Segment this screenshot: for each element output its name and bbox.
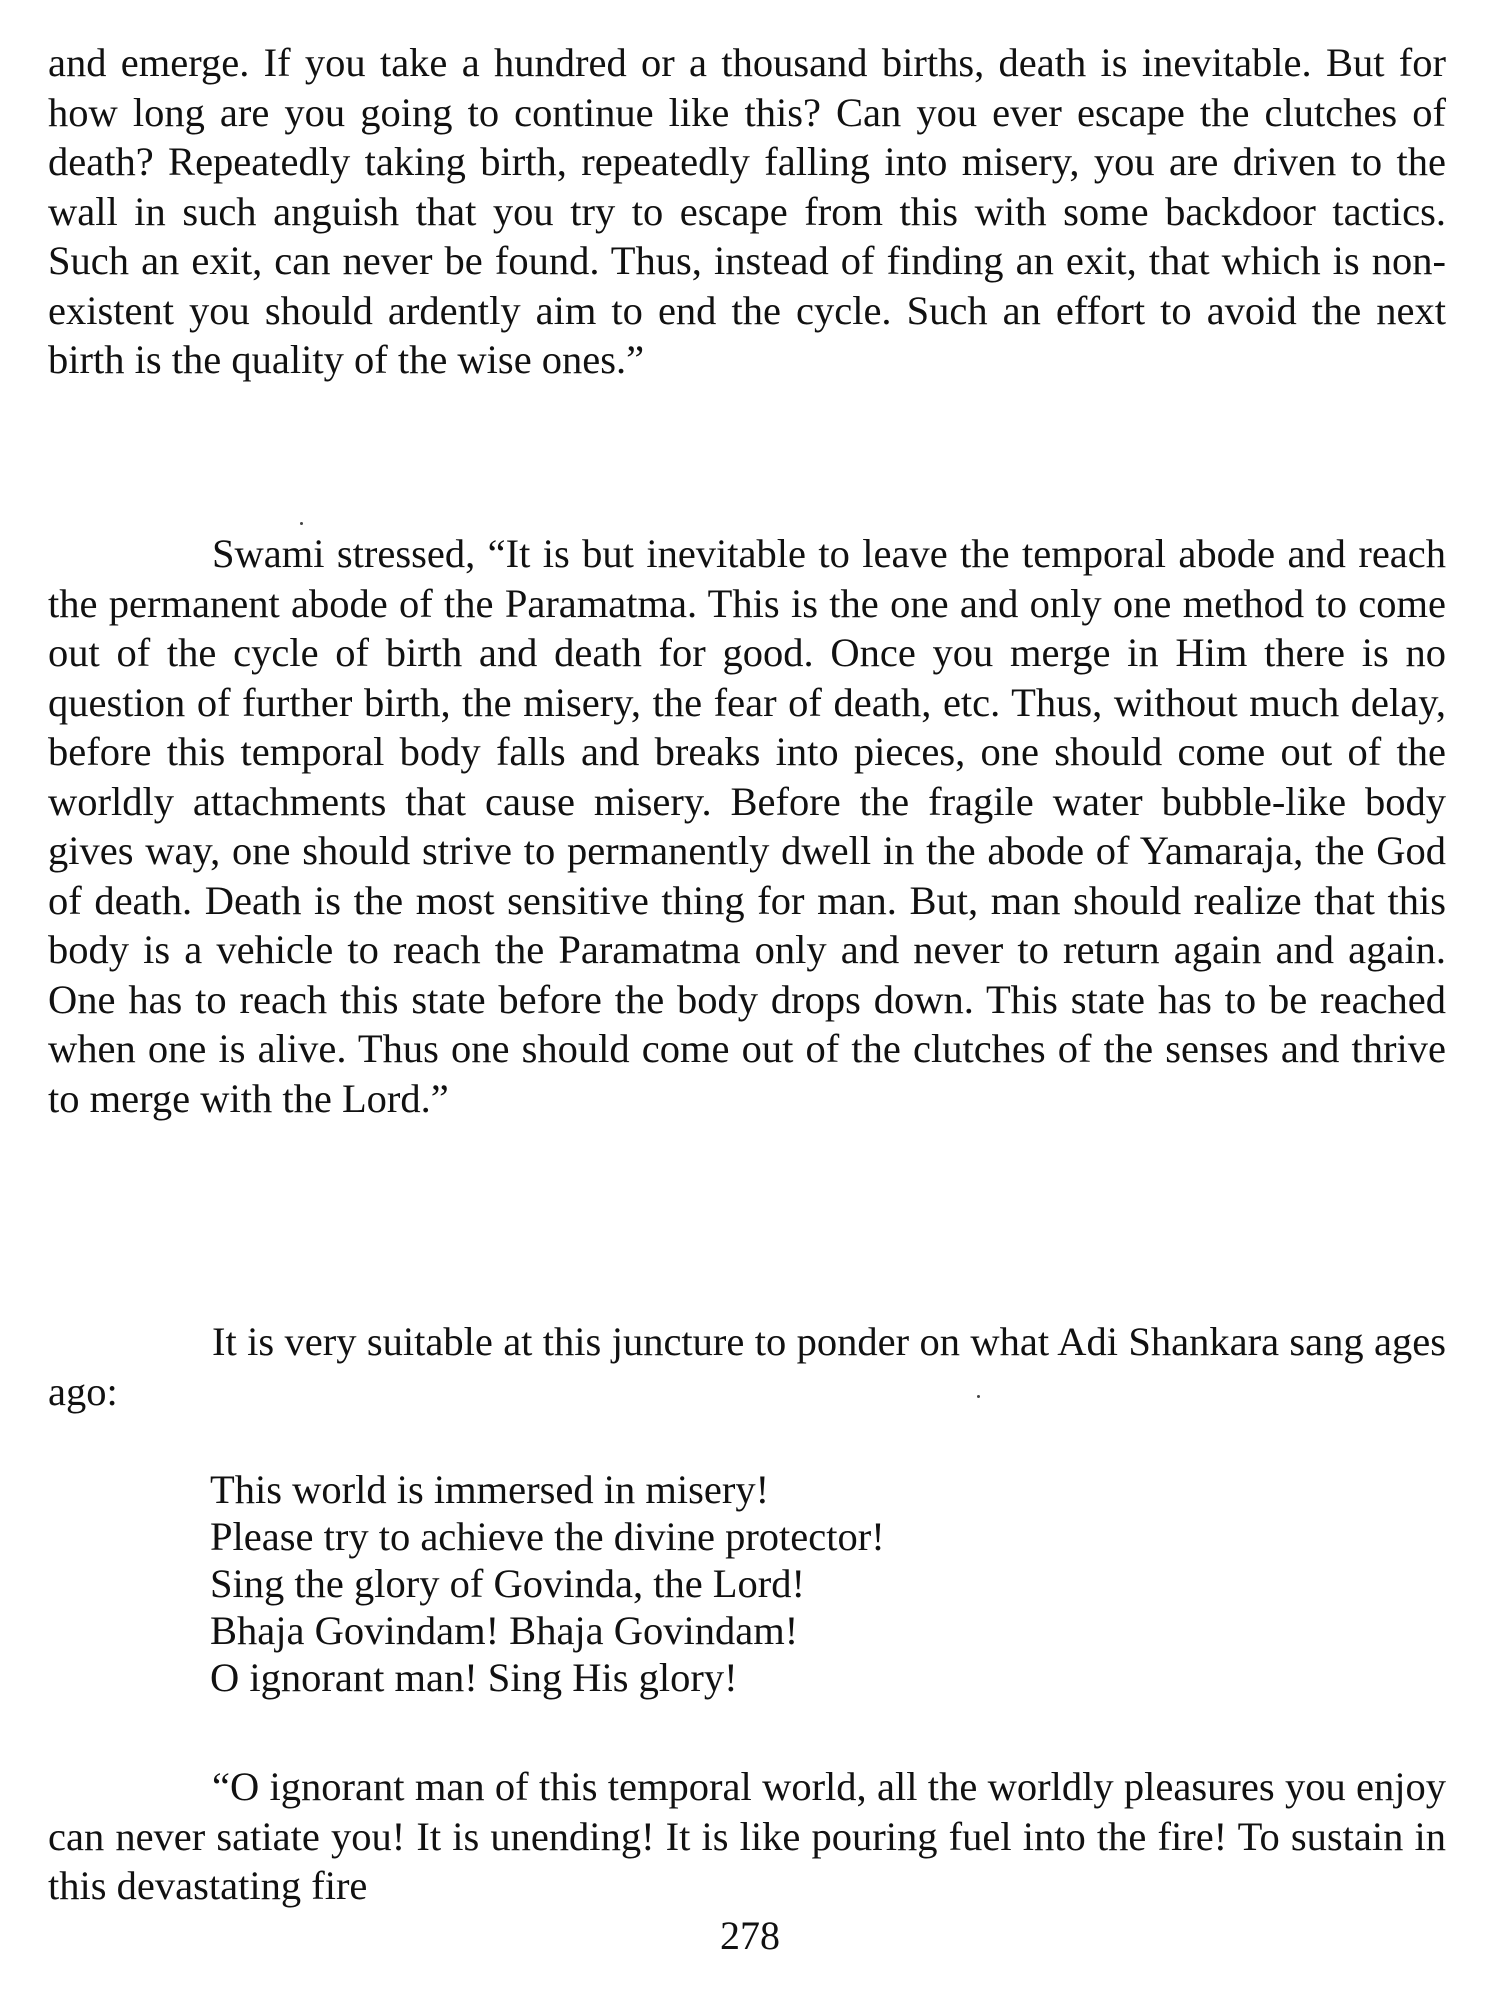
page-number: 278: [720, 1913, 780, 1958]
paragraph-ignorant-man: “O ignorant man of this temporal world, all the worldly pleasures you enjoy can never satiate you! It is unending! It is like pouring fuel into the fire! To sustain in this devastating fire: [48, 1764, 1446, 1908]
verse-line: Bhaja Govindam! Bhaja Govindam!: [210, 1608, 799, 1653]
scan-speck: [300, 522, 303, 525]
paragraph-adi-shankara-intro: It is very suitable at this juncture to ponder on what Adi Shankara sang ages ago:: [48, 1319, 1446, 1414]
verse-line: Sing the glory of Govinda, the Lord!: [210, 1561, 806, 1606]
verse-line: This world is immersed in misery!: [210, 1467, 770, 1512]
verse-block: [210, 1465, 885, 1700]
paragraph-continuation: and emerge. If you take a hundred or a thousand births, death is inevitable. But for how long are you going to continue like this? Can you ever escape the clutches of death? Repeatedly taking birth, repeatedly falling into misery, you are driven to the wall in such anguish that you try to escape from this with some backdoor tactics. Such an exit, can never be found. Thus, instead of finding an exit, that which is non-existent you should ardently aim to end the cycle. Such an effort to avoid the next birth is the quality of the wise ones.”: [48, 40, 1446, 382]
verse-line: Please try to achieve the divine protector!: [210, 1514, 885, 1559]
verse-line: O ignorant man! Sing His glory!: [210, 1655, 738, 1700]
scan-speck: [977, 1395, 980, 1398]
paragraph-swami-stressed: Swami stressed, “It is but inevitable to leave the temporal abode and reach the permanent abode of the Paramatma. This is the one and only one method to come out of the cycle of birth and death for good. Once you merge in Him there is no question of further birth, the misery, the fear of death, etc. Thus, without much delay, before this temporal body falls and breaks into pieces, one should come out of the worldly attachments that cause misery. Before the fragile water bubble-like body gives way, one should strive to permanently dwell in the abode of Yamaraja, the God of death. Death is the most sensitive thing for man. But, man should realize that this body is a vehicle to reach the Paramatma only and never to return again and again. One has to reach this state before the body drops down. This state has to be reached when one is alive. Thus one should come out of the clutches of the senses and thrive to merge with the Lord.”: [48, 531, 1446, 1121]
